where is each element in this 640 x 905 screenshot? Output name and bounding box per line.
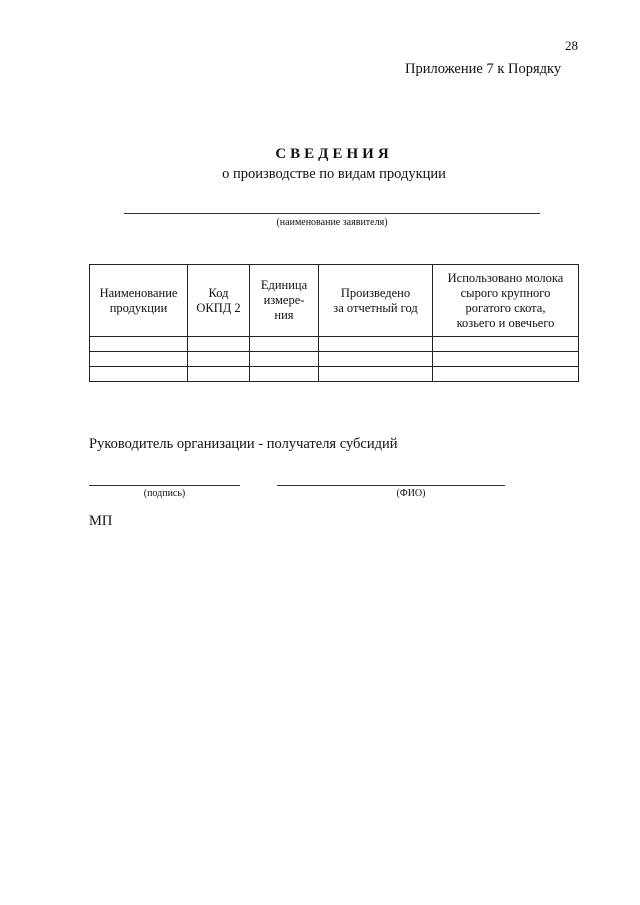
table-cell [433, 337, 579, 352]
fio-line [277, 485, 505, 486]
production-table [89, 264, 579, 382]
header-milk-used: Использовано молока сырого крупного рогатого скота, козьего и овечьего [433, 265, 579, 337]
table-cell [250, 367, 319, 382]
signature-caption: (подпись) [143, 488, 186, 499]
table-row [90, 352, 579, 367]
table-cell [250, 352, 319, 367]
table-cell [250, 337, 319, 352]
table-cell [90, 367, 188, 382]
table-cell [188, 367, 250, 382]
table-cell [319, 367, 433, 382]
stamp-place: МП [89, 513, 113, 529]
header-okpd-code: Код ОКПД 2 [188, 265, 250, 337]
table-cell [188, 337, 250, 352]
applicant-name-caption: (наименование заявителя) [276, 217, 388, 228]
header-produced: Произведено за отчетный год [319, 265, 433, 337]
header-unit: Единица измере- ния [250, 265, 319, 337]
header-product-name: Наименование продукции [90, 265, 188, 337]
applicant-name-line [124, 213, 540, 214]
appendix-reference: Приложение 7 к Порядку [405, 61, 562, 77]
signature-line [89, 485, 240, 486]
table-cell [90, 352, 188, 367]
signer-title: Руководитель организации - получателя субсидий [89, 436, 398, 452]
table-cell [433, 352, 579, 367]
document-title: СВЕДЕНИЯ [275, 146, 393, 162]
table-row [90, 337, 579, 352]
table-cell [433, 367, 579, 382]
fio-caption: (ФИО) [396, 488, 426, 499]
table-cell [319, 337, 433, 352]
table-header-row [90, 265, 579, 337]
page-number: 28 [565, 38, 578, 53]
table-cell [90, 337, 188, 352]
table-cell [319, 352, 433, 367]
document-subtitle: о производстве по видам продукции [222, 166, 446, 182]
table-cell [188, 352, 250, 367]
table-row [90, 367, 579, 382]
